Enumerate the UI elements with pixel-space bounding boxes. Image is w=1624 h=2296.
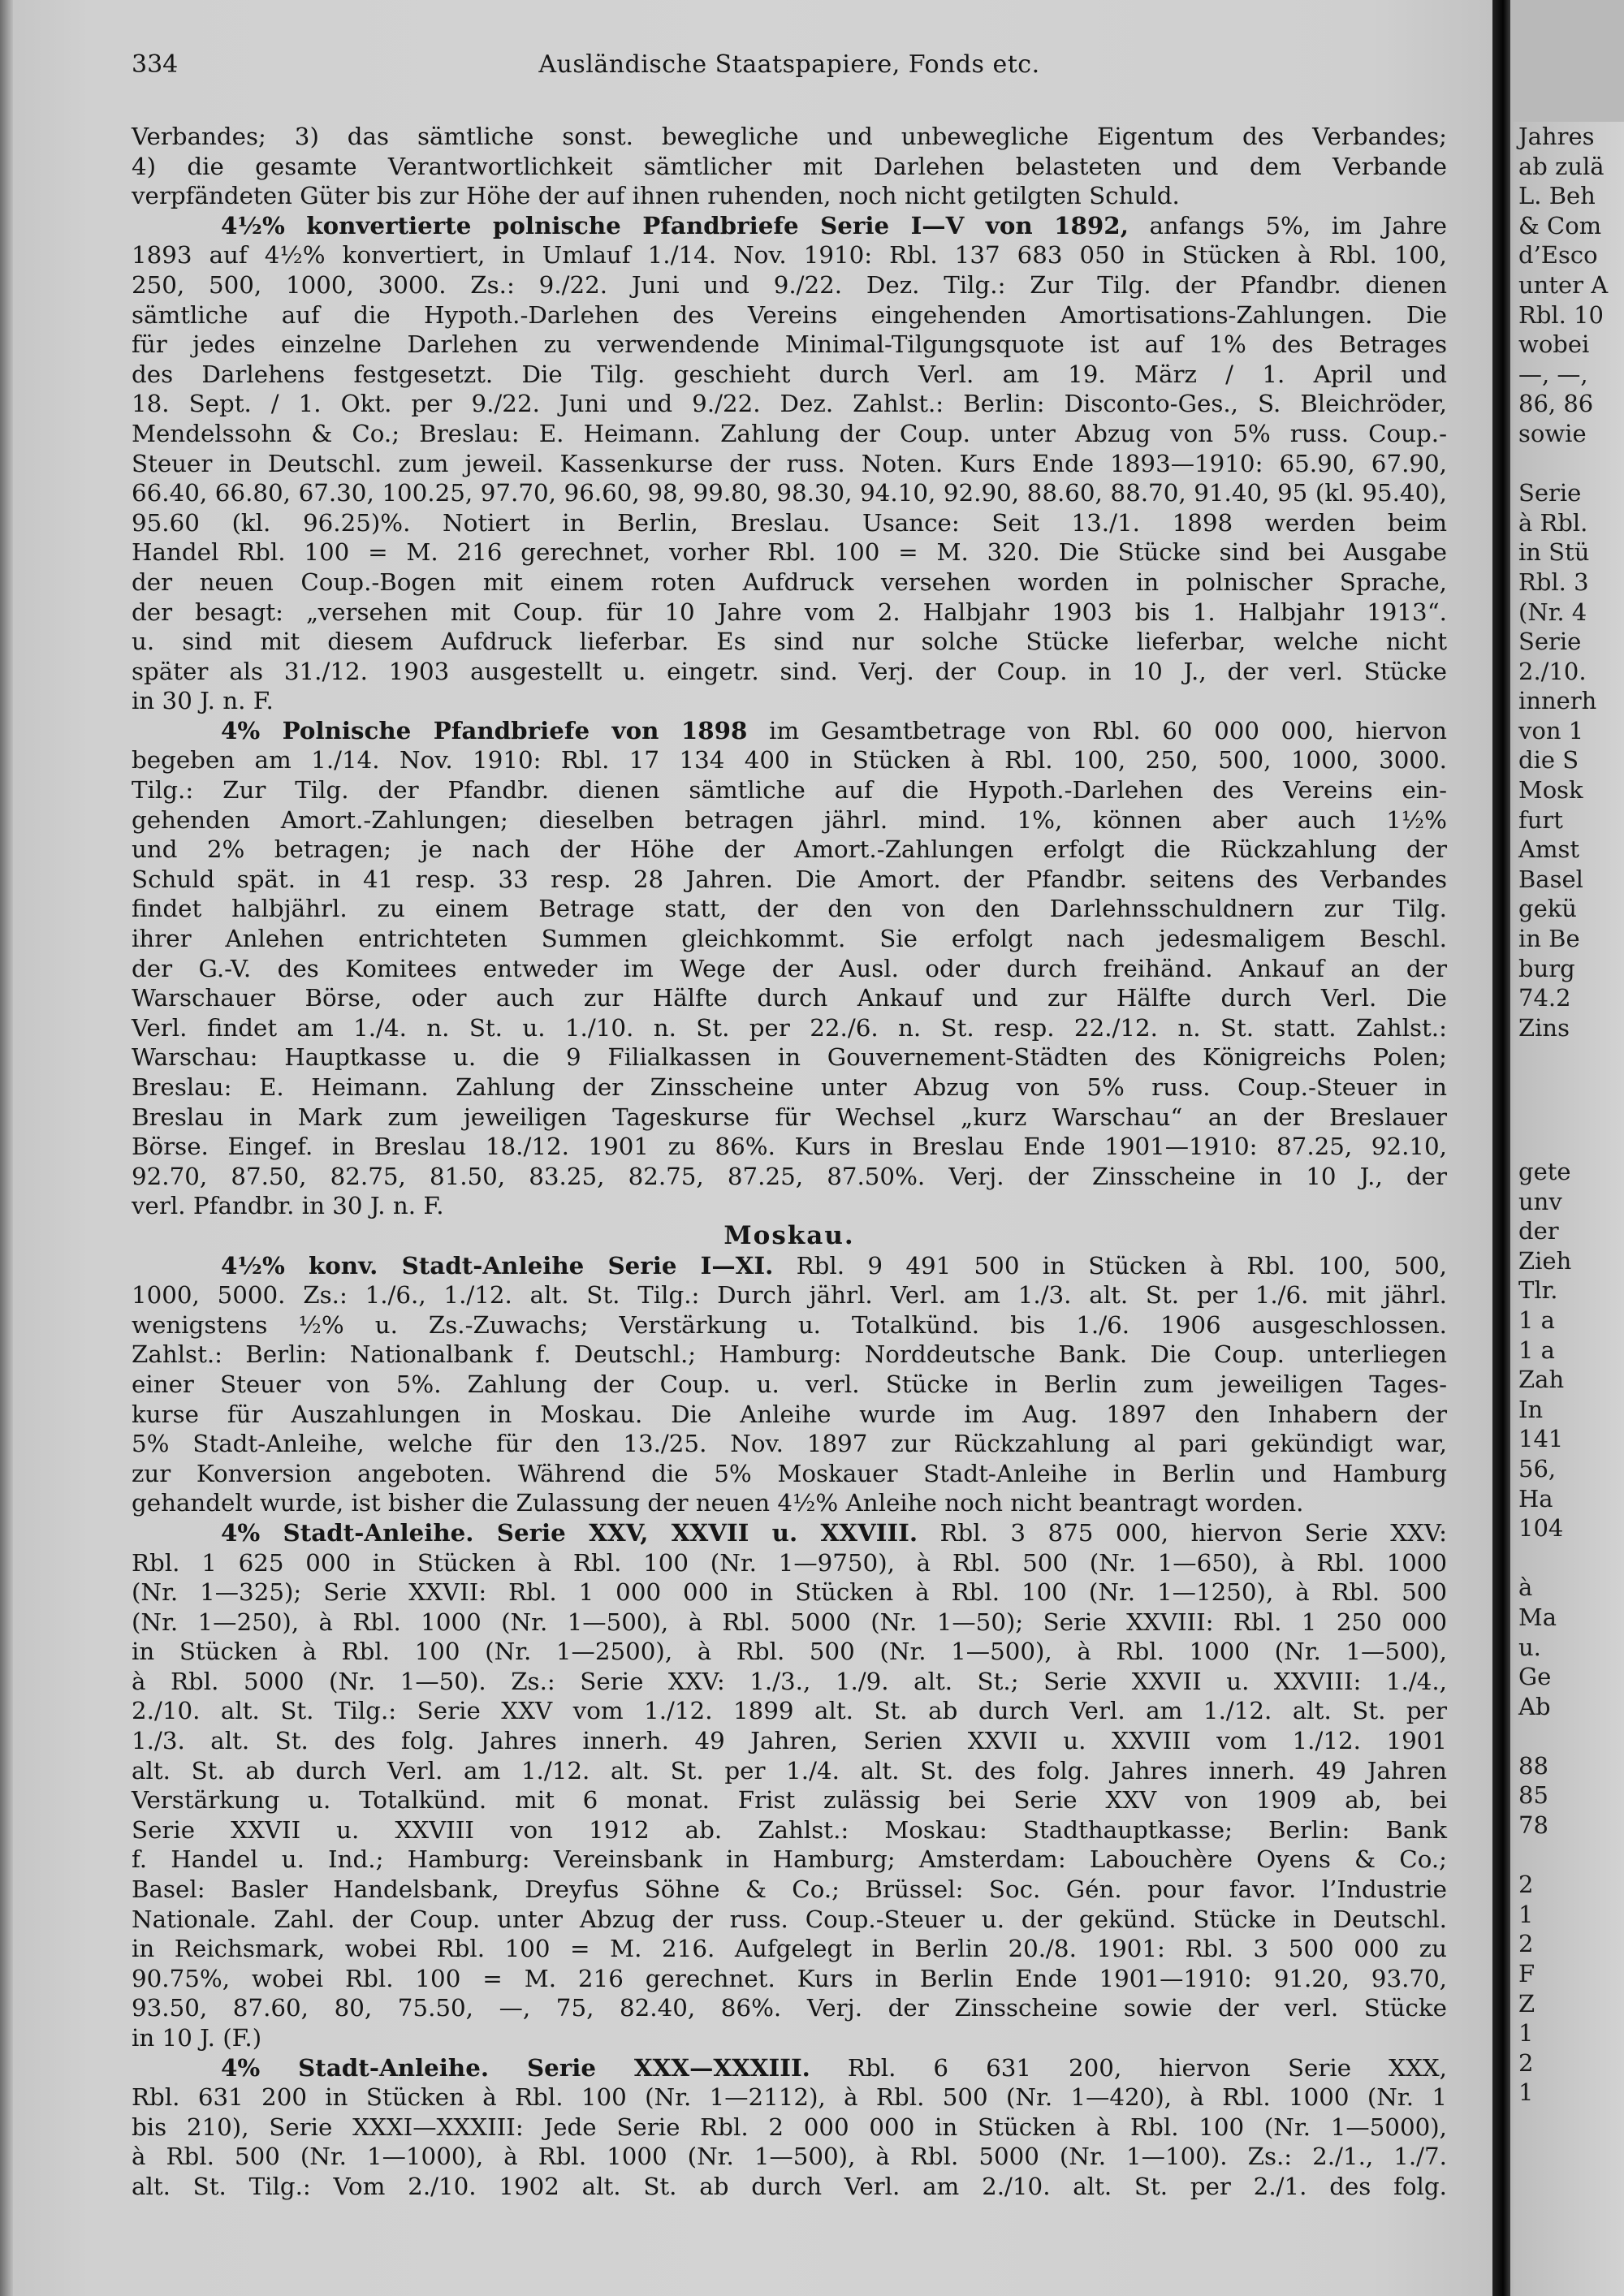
adjacent-page-line: Serie	[1518, 479, 1582, 507]
adjacent-page-line: & Com	[1518, 211, 1602, 240]
text-line: 18. Sept. / 1. Okt. per 9./22. Juni und 9./22. Dez. Zahlst.: Berlin: Disconto-Ges., S. Bleichröder,	[132, 390, 1447, 418]
adjacent-page-line: sowie	[1518, 419, 1587, 447]
text-line: wenigstens ½% u. Zs.-Zuwachs; Verstärkung u. Totalkünd. bis 1./6. 1906 ausgeschlossen.	[132, 1310, 1447, 1339]
adjacent-page-line: 1 a	[1518, 1306, 1555, 1334]
adjacent-page-line: Rbl. 10	[1518, 300, 1605, 329]
adjacent-page-column-top	[1518, 122, 1608, 1042]
adjacent-page-line: 141	[1518, 1425, 1564, 1453]
text-line: in 30 J. n. F.	[132, 687, 274, 715]
adjacent-page-line: 2	[1518, 1871, 1534, 1899]
adjacent-page-line: unv	[1518, 1187, 1562, 1215]
adjacent-page-line: 104	[1518, 1514, 1564, 1543]
text-line: à Rbl. 5000 (Nr. 1—50). Zs.: Serie XXV: 1./3., 1./9. alt. St.; Serie XXVII u. XXVIII: 1./4.,	[132, 1667, 1447, 1695]
adjacent-page-line: von 1	[1518, 716, 1584, 744]
adjacent-page-line: 1	[1518, 2078, 1534, 2107]
text-line: zur Konversion angeboten. Während die 5% Moskauer Stadt-Anleihe in Berlin und Hamburg	[132, 1459, 1447, 1487]
entry-title: 4% Stadt-Anleihe. Serie XXX—XXXIII.	[221, 2052, 810, 2082]
adjacent-page-line: Ge	[1518, 1663, 1552, 1691]
adjacent-page-line: u.	[1518, 1633, 1541, 1661]
adjacent-page-line: Tlr.	[1518, 1276, 1558, 1305]
adjacent-page-line: wobei	[1518, 330, 1590, 359]
text-line: 93.50, 87.60, 80, 75.50, —, 75, 82.40, 86%. Verj. der Zinsscheine sowie der verl. Stücke	[132, 1994, 1447, 2022]
adjacent-page-line: burg	[1518, 954, 1575, 982]
text-line: à Rbl. 500 (Nr. 1—1000), à Rbl. 1000 (Nr. 1—500), à Rbl. 5000 (Nr. 1—100). Zs.: 2./1., 1./7.	[132, 2143, 1447, 2171]
adjacent-page-line: d’Esco	[1518, 241, 1598, 270]
text-line	[132, 1251, 1447, 1281]
body-text	[132, 122, 1447, 2202]
text-line: Zahlst.: Berlin: Nationalbank f. Deutschl.; Hamburg: Norddeutsche Bank. Die Coup. unterliegen	[132, 1340, 1447, 1369]
text-line: 92.70, 87.50, 82.75, 81.50, 83.25, 82.75, 87.25, 87.50%. Verj. der Zinsscheine in 10 J., der	[132, 1162, 1447, 1190]
adjacent-page-line: gekü	[1518, 895, 1577, 923]
adjacent-page-line: gete	[1518, 1158, 1571, 1185]
text-line: Handel Rbl. 100 = M. 216 gerechnet, vorher Rbl. 100 = M. 320. Die Stücke sind bei Ausgabe	[132, 538, 1447, 567]
text-line: 95.60 (kl. 96.25)%. Notiert in Berlin, Breslau. Usance: Seit 13./1. 1898 werden beim	[132, 508, 1447, 537]
adjacent-page-line: 1	[1518, 1900, 1534, 1928]
text-line	[132, 2053, 1447, 2083]
text-line: gehenden Amort.-Zahlungen; dieselben betragen jährl. mind. 1%, können aber auch 1½%	[132, 805, 1447, 834]
adjacent-page-line: 2	[1518, 1930, 1534, 1958]
adjacent-page-line: 74.2	[1518, 984, 1571, 1012]
text-line: Breslau: E. Heimann. Zahlung der Zinsscheine unter Abzug von 5% russ. Coup.-Steuer in	[132, 1073, 1447, 1101]
adjacent-page-line: in Stü	[1518, 538, 1590, 567]
adjacent-page-line: 1	[1518, 2019, 1534, 2048]
text-line: 66.40, 66.80, 67.30, 100.25, 97.70, 96.60, 98, 99.80, 98.30, 94.10, 92.90, 88.60, 88.70, 91.40, 95 (kl. 95.40),	[132, 479, 1447, 507]
adjacent-page-line: Zah	[1518, 1366, 1565, 1394]
text-line: Schuld spät. in 41 resp. 33 resp. 28 Jahren. Die Amort. der Pfandbr. seitens des Verbandes	[132, 865, 1447, 893]
text-line	[132, 1518, 1447, 1548]
text-line: der neuen Coup.-Bogen mit einem roten Aufdruck versehen worden in polnischer Sprache,	[132, 568, 1447, 596]
text-line: sämtliche auf die Hypoth.-Darlehen des Vereins eingehenden Amortisations-Zahlungen. Die	[132, 300, 1447, 329]
text-line: gehandelt wurde, ist bisher die Zulassung der neuen 4½% Anleihe noch nicht beantragt worden.	[132, 1489, 1304, 1517]
adjacent-page-line: innerh	[1518, 687, 1597, 715]
adjacent-page-line: furt	[1518, 805, 1563, 834]
text-line: 1000, 5000. Zs.: 1./6., 1./12. alt. St. Tilg.: Durch jährl. Verl. am 1./3. alt. St. per 1./6. mit jährl.	[132, 1281, 1447, 1310]
adjacent-page-line: in Be	[1518, 925, 1580, 953]
text-line: Verstärkung u. Totalkünd. mit 6 monat. Frist zulässig bei Serie XXV von 1909 ab, bei	[132, 1786, 1447, 1815]
entry-title: 4% Stadt-Anleihe. Serie XXV, XXVII u. XXVIII.	[221, 1517, 918, 1547]
adjacent-page-line: F	[1518, 1960, 1535, 1988]
text-line: bis 210), Serie XXXI—XXXIII: Jede Serie Rbl. 2 000 000 in Stücken à Rbl. 100 (Nr. 1—5000),	[132, 2113, 1447, 2141]
section-heading: Moskau.	[723, 1220, 855, 1250]
adjacent-page-line: ab zulä	[1518, 152, 1605, 180]
text-line: kurse für Auszahlungen in Moskau. Die Anleihe wurde im Aug. 1897 den Inhabern der	[132, 1400, 1447, 1428]
adjacent-page-line: à	[1518, 1573, 1533, 1602]
entry-text: Rbl. 6 631 200, hiervon Serie XXX,	[810, 2053, 1447, 2082]
text-line	[132, 716, 1447, 746]
text-line: (Nr. 1—250), à Rbl. 1000 (Nr. 1—500), à Rbl. 5000 (Nr. 1—50); Serie XXVIII: Rbl. 1 250 000	[132, 1608, 1447, 1636]
text-line: und 2% betragen; je nach der Höhe der Amort.-Zahlungen erfolgt die Rückzahlung der	[132, 835, 1447, 864]
text-line: begeben am 1./14. Nov. 1910: Rbl. 17 134 400 in Stücken à Rbl. 100, 250, 500, 1000, 3000.	[132, 746, 1447, 775]
text-line: Steuer in Deutschl. zum jeweil. Kassenkurse der russ. Noten. Kurs Ende 1893—1910: 65.90, 67.90,	[132, 449, 1447, 477]
text-line: Warschauer Börse, oder auch zur Hälfte durch Ankauf und zur Hälfte durch Verl. Die	[132, 984, 1447, 1012]
text-line: ihrer Anlehen entrichteten Summen gleichkommt. Sie erfolgt nach jedesmaligem Beschl.	[132, 925, 1447, 953]
entry-text: Rbl. 3 875 000, hiervon Serie XXV:	[918, 1518, 1447, 1547]
text-line: Börse. Eingef. in Breslau 18./12. 1901 zu 86%. Kurs in Breslau Ende 1901—1910: 87.25, 92.10,	[132, 1133, 1447, 1161]
text-line: 4) die gesamte Verantwortlichkeit sämtlicher mit Darlehen belasteten und dem Verbande	[132, 152, 1447, 180]
entry-text: Rbl. 9 491 500 in Stücken à Rbl. 100, 500,	[773, 1251, 1447, 1280]
adjacent-page-line	[1518, 1841, 1571, 1871]
adjacent-page-fragment	[1514, 122, 1624, 2296]
text-line: Basel: Basler Handelsbank, Dreyfus Söhne & Co.; Brüssel: Soc. Gén. pour favor. l’Industrie	[132, 1875, 1447, 1904]
adjacent-page-line: die S	[1518, 746, 1579, 775]
adjacent-page-line: Basel	[1518, 865, 1583, 893]
adjacent-page-line: unter A	[1518, 270, 1609, 299]
text-line: 250, 500, 1000, 3000. Zs.: 9./22. Juni und 9./22. Dez. Tilg.: Zur Tilg. der Pfandbr. dienen	[132, 270, 1447, 299]
adjacent-page-line	[1518, 449, 1608, 479]
entry-title: 4% Polnische Pfandbriefe von 1898	[221, 715, 748, 744]
adjacent-page-line: 2./10.	[1518, 657, 1587, 685]
adjacent-page-line: Ma	[1518, 1603, 1557, 1631]
adjacent-page-line: Zins	[1518, 1013, 1570, 1042]
entry-title: 4½% konv. Stadt-Anleihe Serie I—XI.	[221, 1250, 774, 1280]
adjacent-page-line: 78	[1518, 1811, 1548, 1840]
text-line: später als 31./12. 1903 ausgestellt u. eingetr. sind. Verj. der Coup. in 10 J., der verl. Stücke	[132, 657, 1447, 685]
adjacent-page-line: 86, 86	[1518, 390, 1594, 418]
adjacent-page-line	[1518, 1543, 1571, 1573]
entry-text: anfangs 5%, im Jahre	[1128, 211, 1447, 240]
adjacent-page-line: Ha	[1518, 1484, 1553, 1513]
adjacent-page-line: 56,	[1518, 1454, 1557, 1482]
text-line	[132, 211, 1447, 241]
text-line: verl. Pfandbr. in 30 J. n. F.	[132, 1192, 444, 1220]
text-line: alt. St. ab durch Verl. am 1./12. alt. St. per 1./4. alt. St. des folg. Jahres innerh. 49 Jahren	[132, 1756, 1447, 1785]
text-line: für jedes einzelne Darlehen zu verwendende Minimal-Tilgungsquote ist auf 1% des Betrages	[132, 330, 1447, 359]
text-line: Mendelssohn & Co.; Breslau: E. Heimann. Zahlung der Coup. unter Abzug von 5% russ. Coup.-	[132, 419, 1447, 447]
adjacent-page-line	[1518, 1721, 1571, 1751]
text-line: in Stücken à Rbl. 100 (Nr. 1—2500), à Rbl. 500 (Nr. 1—500), à Rbl. 1000 (Nr. 1—500),	[132, 1638, 1447, 1666]
text-line: Rbl. 1 625 000 in Stücken à Rbl. 100 (Nr. 1—9750), à Rbl. 500 (Nr. 1—650), à Rbl. 1000	[132, 1548, 1447, 1577]
text-line: (Nr. 1—325); Serie XXVII: Rbl. 1 000 000 in Stücken à Rbl. 100 (Nr. 1—1250), à Rbl. 500	[132, 1578, 1447, 1607]
adjacent-page-line: Amst	[1518, 835, 1579, 864]
adjacent-page-line: Rbl. 3	[1518, 568, 1589, 596]
text-line: findet halbjährl. zu einem Betrage statt, der den von den Darlehnsschuldnern zur Tilg.	[132, 895, 1447, 923]
adjacent-page-line: 2	[1518, 2048, 1534, 2077]
adjacent-page-line: Ab	[1518, 1692, 1551, 1720]
text-line: in Reichsmark, wobei Rbl. 100 = M. 216. Aufgelegt in Berlin 20./8. 1901: Rbl. 3 500 000 zu	[132, 1935, 1447, 1963]
entry-text: im Gesamtbetrage von Rbl. 60 000 000, hiervon	[747, 716, 1448, 744]
text-line: alt. St. Tilg.: Vom 2./10. 1902 alt. St. ab durch Verl. am 2./10. alt. St. per 2./1. des folg.	[132, 2172, 1447, 2200]
text-line: f. Handel u. Ind.; Hamburg: Vereinsbank in Hamburg; Amsterdam: Labouchère Oyens & Co.;	[132, 1845, 1447, 1874]
adjacent-page-line: —, —,	[1518, 360, 1588, 388]
text-line: 90.75%, wobei Rbl. 100 = M. 216 gerechnet. Kurs in Berlin Ende 1901—1910: 91.20, 93.70,	[132, 1964, 1447, 1992]
adjacent-page-line: à Rbl.	[1518, 508, 1588, 537]
adjacent-page-line: L. Beh	[1518, 182, 1596, 210]
adjacent-page-line: 88	[1518, 1751, 1548, 1780]
text-line: Nationale. Zahl. der Coup. unter Abzug der russ. Coup.-Steuer u. der gekünd. Stücke in Deutschl.	[132, 1905, 1447, 1933]
text-line: verpfändeten Güter bis zur Höhe der auf ihnen ruhenden, noch nicht getilgten Schuld.	[132, 182, 1180, 210]
book-gutter	[1492, 0, 1510, 2296]
text-line: Breslau in Mark zum jeweiligen Tageskurse für Wechsel „kurz Warschau“ an der Breslauer	[132, 1103, 1447, 1131]
adjacent-page-column-bottom	[1518, 1157, 1571, 2108]
adjacent-page-line: Serie	[1518, 628, 1582, 656]
page-header	[132, 50, 1447, 91]
text-line: 1893 auf 4½% konvertiert, in Umlauf 1./14. Nov. 1910: Rbl. 137 683 050 in Stücken à Rbl. 100,	[132, 241, 1447, 270]
adjacent-page-line: Zieh	[1518, 1246, 1572, 1275]
text-line: der besagt: „versehen mit Coup. für 10 Jahre vom 2. Halbjahr 1903 bis 1. Halbjahr 1913“.	[132, 598, 1447, 626]
text-line: Verbandes; 3) das sämtliche sonst. bewegliche und unbewegliche Eigentum des Verbandes;	[132, 123, 1447, 150]
adjacent-page-line: Jahres	[1518, 123, 1595, 150]
text-line: Warschau: Hauptkasse u. die 9 Filialkassen in Gouvernement-Städten des Königreichs Polen;	[132, 1043, 1447, 1072]
text-line: des Darlehens festgesetzt. Die Tilg. geschieht durch Verl. am 19. März / 1. April und	[132, 360, 1447, 388]
adjacent-page-line: In	[1518, 1395, 1544, 1423]
text-line: der G.-V. des Komitees entweder im Wege der Ausl. oder durch freihänd. Ankauf an der	[132, 954, 1447, 982]
page-edge-shadow	[0, 0, 13, 2296]
adjacent-page-line: (Nr. 4	[1518, 598, 1587, 626]
adjacent-page-line: Mosk	[1518, 776, 1583, 805]
text-line: in 10 J. (F.)	[132, 2024, 262, 2052]
text-line: 1./3. alt. St. des folg. Jahres innerh. 49 Jahren, Serien XXVII u. XXVIII vom 1./12. 1901	[132, 1727, 1447, 1755]
text-line: Rbl. 631 200 in Stücken à Rbl. 100 (Nr. 1—2112), à Rbl. 500 (Nr. 1—420), à Rbl. 1000 (Nr. 1	[132, 2083, 1447, 2112]
text-line: u. sind mit diesem Aufdruck lieferbar. Es sind nur solche Stücke lieferbar, welche nicht	[132, 628, 1447, 656]
text-line: Verl. findet am 1./4. n. St. u. 1./10. n. St. per 22./6. n. St. resp. 22./12. n. St. statt. Zahlst.:	[132, 1013, 1447, 1042]
adjacent-page-line: der	[1518, 1217, 1559, 1245]
text-line: einer Steuer von 5%. Zahlung der Coup. u. verl. Stücke in Berlin zum jeweiligen Tages-	[132, 1370, 1447, 1398]
text-line: Serie XXVII u. XXVIII von 1912 ab. Zahlst.: Moskau: Stadthauptkasse; Berlin: Bank	[132, 1815, 1447, 1844]
adjacent-page-line: 85	[1518, 1781, 1548, 1810]
adjacent-page-line: Z	[1518, 1989, 1535, 2018]
text-line: 5% Stadt-Anleihe, welche für den 13./25. Nov. 1897 zur Rückzahlung al pari gekündigt war,	[132, 1430, 1447, 1458]
entry-title: 4½% konvertierte polnische Pfandbriefe Serie I—V von 1892,	[221, 210, 1129, 240]
running-title: Ausländische Staatspapiere, Fonds etc.	[538, 50, 1040, 79]
page-number: 334	[132, 50, 179, 79]
text-line: 2./10. alt. St. Tilg.: Serie XXV vom 1./12. 1899 alt. St. ab durch Verl. am 1./12. alt. St. per	[132, 1697, 1447, 1725]
text-line: Tilg.: Zur Tilg. der Pfandbr. dienen sämtliche auf die Hypoth.-Darlehen des Vereins ein-	[132, 776, 1447, 805]
adjacent-page-line: 1 a	[1518, 1336, 1555, 1364]
